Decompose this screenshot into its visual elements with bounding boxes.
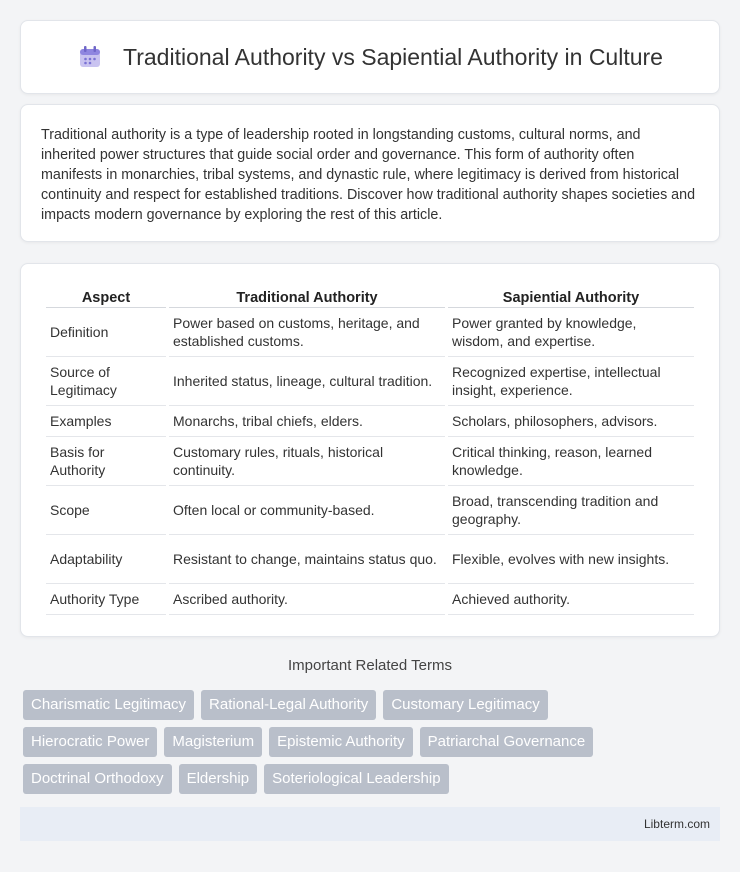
table-cell: Inherited status, lineage, cultural tradition.: [169, 357, 445, 406]
related-terms-list: [23, 690, 723, 801]
related-term-tag[interactable]: Hierocratic Power: [23, 727, 157, 757]
table-cell: Scope: [46, 486, 166, 535]
tag-row: [23, 727, 723, 757]
table-row: [46, 357, 694, 406]
tag-row: [23, 764, 723, 794]
table-cell: Scholars, philosophers, advisors.: [448, 406, 694, 437]
table-cell: Critical thinking, reason, learned knowledge.: [448, 437, 694, 486]
page-title: Traditional Authority vs Sapiential Authority in Culture: [123, 43, 663, 70]
table-cell: Broad, transcending tradition and geography.: [448, 486, 694, 535]
table-row: [46, 406, 694, 437]
related-term-tag[interactable]: Patriarchal Governance: [420, 727, 594, 757]
table-cell: Customary rules, rituals, historical continuity.: [169, 437, 445, 486]
table-cell: Ascribed authority.: [169, 584, 445, 615]
related-term-tag[interactable]: Charismatic Legitimacy: [23, 690, 194, 720]
comparison-table: [43, 284, 697, 615]
header-card: [20, 20, 720, 94]
table-cell: Monarchs, tribal chiefs, elders.: [169, 406, 445, 437]
table-cell: Authority Type: [46, 584, 166, 615]
tag-row: [23, 690, 723, 720]
table-row: [46, 535, 694, 584]
table-row: [46, 308, 694, 357]
table-cell: Recognized expertise, intellectual insight, experience.: [448, 357, 694, 406]
header-traditional: Traditional Authority: [169, 284, 445, 308]
table-cell: Source of Legitimacy: [46, 357, 166, 406]
table-cell: Power granted by knowledge, wisdom, and expertise.: [448, 308, 694, 357]
related-term-tag[interactable]: Doctrinal Orthodoxy: [23, 764, 172, 794]
related-term-tag[interactable]: Epistemic Authority: [269, 727, 413, 757]
table-cell: Power based on customs, heritage, and established customs.: [169, 308, 445, 357]
related-term-tag[interactable]: Soteriological Leadership: [264, 764, 448, 794]
table-cell: Examples: [46, 406, 166, 437]
related-term-tag[interactable]: Eldership: [179, 764, 258, 794]
table-cell: Flexible, evolves with new insights.: [448, 535, 694, 584]
footer-site-link[interactable]: Libterm.com: [643, 817, 710, 831]
table-cell: Definition: [46, 308, 166, 357]
table-row: [46, 584, 694, 615]
intro-paragraph: Traditional authority is a type of leadership rooted in longstanding customs, cultural norms, and inherited power structures that guide social order and governance. This form of authority often manifests in monarchies, tribal systems, and dynastic rule, where legitimacy is derived from historical continuity and respect for established traditions. Discover how traditional authority shapes societies and impacts modern governance by exploring the rest of this article.: [41, 127, 696, 223]
related-term-tag[interactable]: Magisterium: [164, 727, 262, 757]
table-cell: Adaptability: [46, 535, 166, 584]
comparison-table-card: [20, 263, 720, 637]
header-sapiential: Sapiential Authority: [448, 284, 694, 308]
table-cell: Achieved authority.: [448, 584, 694, 615]
table-cell: Basis for Authority: [46, 437, 166, 486]
table-row: [46, 437, 694, 486]
related-terms-title: Important Related Terms: [288, 657, 452, 674]
table-row: [46, 486, 694, 535]
table-cell: Often local or community-based.: [169, 486, 445, 535]
table-header-row: [46, 284, 694, 308]
header-aspect: Aspect: [46, 284, 166, 308]
related-term-tag[interactable]: Customary Legitimacy: [383, 690, 547, 720]
calendar-icon: [77, 44, 103, 70]
footer: [20, 807, 720, 841]
related-term-tag[interactable]: Rational-Legal Authority: [201, 690, 376, 720]
table-cell: Resistant to change, maintains status quo.: [169, 535, 445, 584]
intro-card: [20, 104, 720, 242]
